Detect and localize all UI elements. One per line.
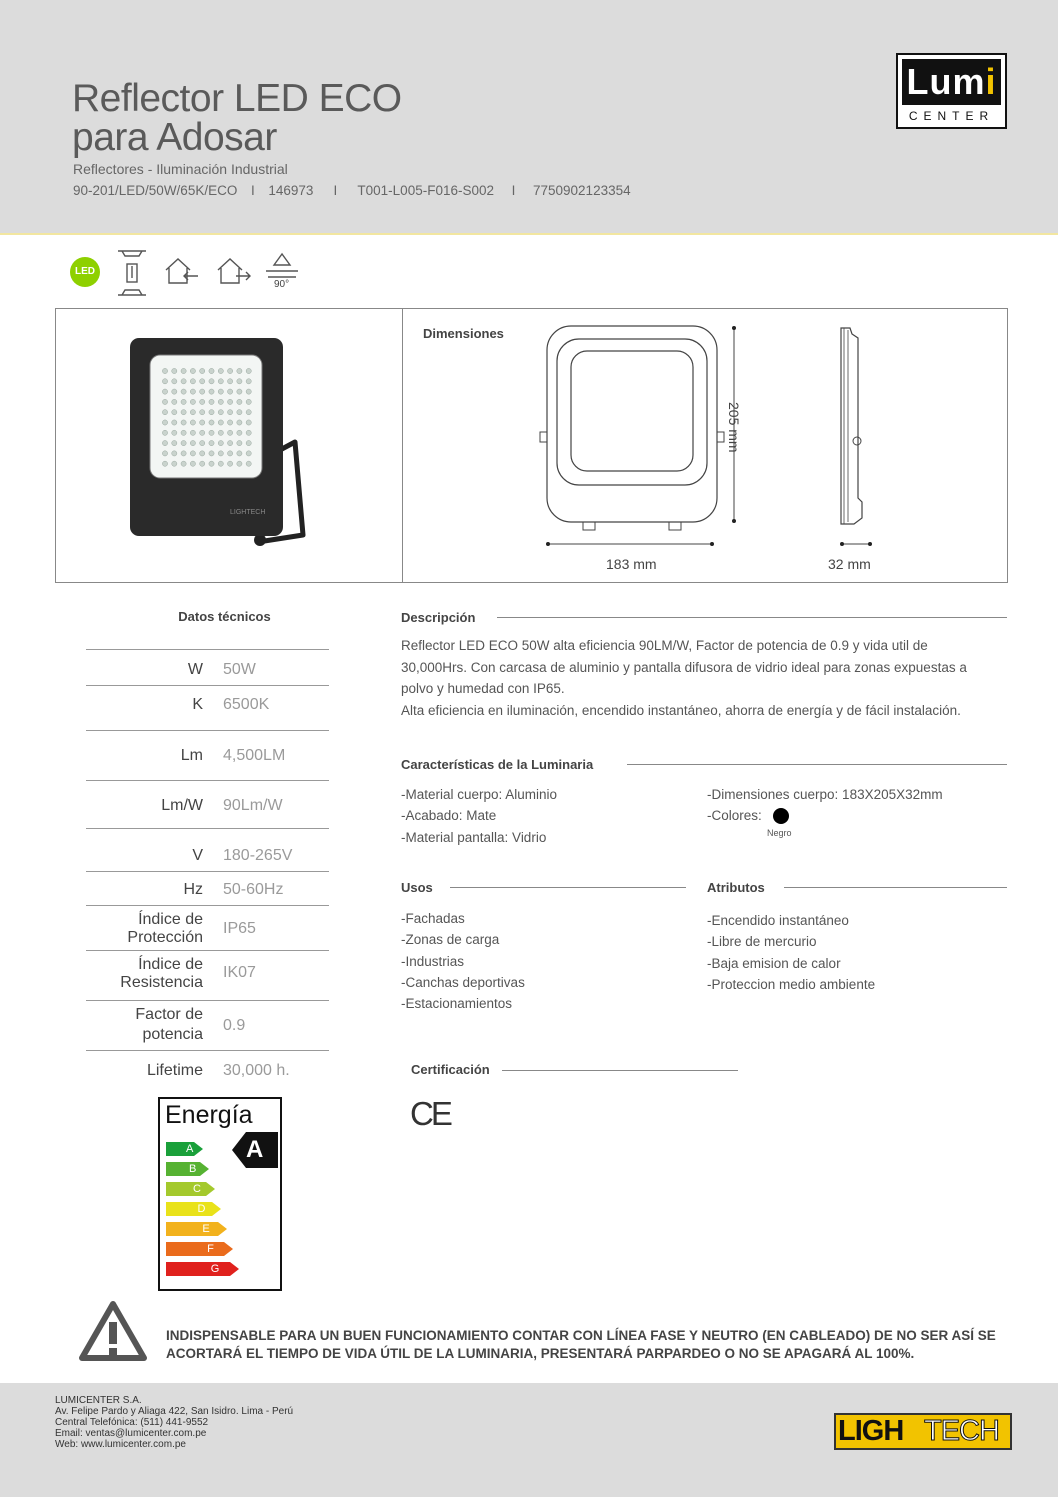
led-chip <box>246 399 251 404</box>
led-chip <box>162 379 167 384</box>
spec-row-protection <box>86 905 329 950</box>
indoor-icon <box>162 256 202 286</box>
sku-code: 90-201/LED/50W/65K/ECO <box>73 183 238 198</box>
led-chip <box>162 461 167 466</box>
led-chip <box>228 451 233 456</box>
features-right-list <box>707 784 943 827</box>
led-chip <box>209 389 214 394</box>
led-chip <box>200 379 205 384</box>
led-chip <box>209 441 214 446</box>
spec-row-lm <box>86 730 329 780</box>
company-phone: Central Telefónica: (511) 441-9552 <box>55 1417 209 1428</box>
led-chip <box>190 399 195 404</box>
spec-label: Hz <box>183 881 203 898</box>
company-address: Av. Felipe Pardo y Aliaga 422, San Isidro. Lima - Perú <box>55 1406 294 1417</box>
section-rule <box>627 764 1007 765</box>
surface-mount-icon <box>112 248 152 298</box>
spec-row-hz <box>86 871 329 905</box>
list-item: -Material pantalla: Vidrio <box>401 829 547 845</box>
led-chip <box>172 368 177 373</box>
list-item: -Proteccion medio ambiente <box>707 976 876 992</box>
section-rule <box>450 887 686 888</box>
led-chip <box>246 441 251 446</box>
dimensions-heading: Dimensiones <box>423 326 504 341</box>
spec-value: IK07 <box>223 964 256 981</box>
energy-class-bar: E <box>166 1222 228 1236</box>
product-photo <box>120 330 320 565</box>
led-chip <box>228 420 233 425</box>
company-web: Web: www.lumicenter.com.pe <box>55 1439 186 1450</box>
led-chip <box>237 441 242 446</box>
spec-label: Lm/W <box>161 797 203 814</box>
spec-row-lifetime <box>86 1050 329 1086</box>
led-chip <box>209 420 214 425</box>
led-chip <box>172 461 177 466</box>
company-email: Email: ventas@lumicenter.com.pe <box>55 1428 207 1439</box>
side-view-drawing <box>830 322 880 552</box>
led-chip <box>246 420 251 425</box>
outdoor-icon <box>214 256 254 286</box>
led-chip <box>228 430 233 435</box>
led-chip <box>172 410 177 415</box>
spec-value: IP65 <box>223 920 256 937</box>
led-chip <box>181 430 186 435</box>
list-item: -Material cuerpo: Aluminio <box>401 787 558 802</box>
energy-class-bar: F <box>166 1242 234 1256</box>
section-rule <box>502 1070 738 1071</box>
spec-label: Factor de <box>135 1006 203 1023</box>
lightech-logo: LIGH TECH <box>834 1413 1012 1450</box>
led-chip <box>190 389 195 394</box>
led-chip <box>228 441 233 446</box>
features-left-list <box>401 784 557 848</box>
spec-row-w <box>86 649 329 685</box>
led-chip <box>190 430 195 435</box>
attributes-heading: Atributos <box>707 880 765 895</box>
led-chip <box>228 379 233 384</box>
spec-value: 4,500LM <box>223 747 286 764</box>
color-swatch <box>773 808 789 824</box>
led-chip <box>181 379 186 384</box>
led-chip <box>162 451 167 456</box>
led-chip <box>218 368 223 373</box>
led-chip <box>218 430 223 435</box>
led-chip <box>200 451 205 456</box>
svg-text:LIGHTECH: LIGHTECH <box>230 509 266 516</box>
product-title-line1: Reflector LED ECO <box>72 77 402 120</box>
led-chip <box>162 430 167 435</box>
list-item: -Colores: <box>707 808 762 824</box>
led-chip <box>246 379 251 384</box>
spec-value: 90Lm/W <box>223 797 283 814</box>
led-chip <box>190 368 195 373</box>
energy-class-bar: A <box>166 1142 204 1156</box>
led-chip <box>218 420 223 425</box>
led-chip <box>228 399 233 404</box>
depth-dimension: 32 mm <box>828 556 871 572</box>
uses-heading: Usos <box>401 880 433 895</box>
spec-label: Lm <box>180 747 203 764</box>
led-chip <box>218 389 223 394</box>
led-chip <box>246 430 251 435</box>
led-chip <box>237 368 242 373</box>
logo-wordmark: Lumi <box>902 59 1001 105</box>
spec-value: 0.9 <box>223 1017 246 1034</box>
list-item: -Encendido instantáneo <box>707 913 849 928</box>
led-chip <box>218 399 223 404</box>
beam-angle-label: 90° <box>274 279 290 290</box>
led-chip <box>172 451 177 456</box>
led-chip <box>200 399 205 404</box>
attributes-list <box>707 910 875 995</box>
led-chip <box>246 410 251 415</box>
section-rule <box>497 617 1007 618</box>
spec-value: 30,000 h. <box>223 1062 290 1079</box>
led-chip <box>190 379 195 384</box>
list-item: -Fachadas <box>401 911 465 926</box>
list-item: -Estacionamientos <box>401 996 513 1012</box>
led-chip <box>209 399 214 404</box>
spec-label: Protección <box>127 929 203 946</box>
description-heading: Descripción <box>401 610 476 625</box>
led-chip <box>246 461 251 466</box>
led-chip <box>172 420 177 425</box>
led-chip <box>200 410 205 415</box>
spec-label: K <box>192 696 203 713</box>
led-chip <box>209 410 214 415</box>
led-chip <box>218 441 223 446</box>
spec-label: Índice de <box>138 956 203 973</box>
barcode-number: 7750902123354 <box>533 183 631 198</box>
features-heading: Características de la Luminaria <box>401 757 594 772</box>
led-chip <box>228 410 233 415</box>
led-chip <box>246 368 251 373</box>
led-chip <box>209 461 214 466</box>
product-title-line2: para Adosar <box>72 116 277 159</box>
energy-label <box>158 1097 282 1291</box>
uses-list <box>401 908 525 1014</box>
list-item: -Acabado: Mate <box>401 808 497 824</box>
led-chip <box>237 379 242 384</box>
led-chip <box>218 379 223 384</box>
led-chip <box>228 368 233 373</box>
led-chip <box>237 461 242 466</box>
spec-value: 50-60Hz <box>223 881 284 898</box>
spec-value: 50W <box>223 661 256 678</box>
led-chip <box>162 410 167 415</box>
description-text: Reflector LED ECO 50W alta eficiencia 90LM/W, Factor de potencia de 0.9 y vida util de 30,000Hrs. Con carcasa de aluminio y pantalla difusora de vidrio ideal para zonas expuestas a polvo y humedad con IP65. Alta eficiencia en iluminación, encendido instantáneo, ahorra de energía y de fácil instalación. <box>401 638 967 718</box>
led-chip <box>200 389 205 394</box>
energy-class-bar: D <box>166 1202 222 1216</box>
led-chip <box>200 430 205 435</box>
led-chip <box>172 389 177 394</box>
led-chip <box>190 441 195 446</box>
led-chip <box>181 420 186 425</box>
led-chip <box>172 379 177 384</box>
led-chip <box>162 389 167 394</box>
warning-message: INDISPENSABLE PARA UN BUEN FUNCIONAMIENTO CONTAR CON LÍNEA FASE Y NEUTRO (EN CABLEADO) DE NO SER ASÍ SE ACORTARÁ EL TIEMPO DE VIDA ÚTIL DE LA LUMINARIA, PRESENTARÁ PARPARDEO O NO SE APAGARÁ AL 100%. <box>166 1328 996 1361</box>
lumicenter-logo <box>896 53 1007 129</box>
led-chip <box>200 420 205 425</box>
led-chip <box>237 389 242 394</box>
led-chip <box>162 420 167 425</box>
led-chip <box>209 451 214 456</box>
led-chip <box>237 451 242 456</box>
code-separator: I <box>250 183 255 198</box>
list-item: -Canchas deportivas <box>401 974 525 990</box>
led-chip <box>181 368 186 373</box>
ce-mark-icon: CE <box>410 1095 450 1132</box>
led-chip <box>246 451 251 456</box>
spec-row-lmw <box>86 780 329 828</box>
led-chip <box>162 368 167 373</box>
led-chip <box>209 368 214 373</box>
product-category: Reflectores - Iluminación Industrial <box>73 161 288 177</box>
company-name: LUMICENTER S.A. <box>55 1395 142 1406</box>
energy-label-title: Energía <box>165 1101 253 1129</box>
width-dimension: 183 mm <box>606 556 657 572</box>
led-chip <box>246 389 251 394</box>
led-chip <box>181 441 186 446</box>
energy-class-bar: C <box>166 1182 216 1196</box>
led-chip <box>200 461 205 466</box>
spec-label: Lifetime <box>146 1062 203 1079</box>
led-chip <box>190 461 195 466</box>
logo-subtext: CENTER <box>908 109 995 123</box>
led-chip <box>237 410 242 415</box>
led-chip <box>181 389 186 394</box>
led-icon: LED <box>70 257 100 287</box>
height-dimension: 205 mm <box>726 402 742 453</box>
spec-row-resistance <box>86 950 329 1000</box>
certification-heading: Certificación <box>411 1062 490 1077</box>
spec-label: potencia <box>142 1026 203 1043</box>
led-chip <box>218 410 223 415</box>
spec-label: V <box>192 847 203 864</box>
energy-rating-badge: A <box>232 1132 278 1168</box>
led-chip <box>181 461 186 466</box>
product-codes <box>73 183 631 198</box>
led-chip <box>209 430 214 435</box>
list-item: -Baja emision de calor <box>707 955 841 971</box>
led-chip <box>237 420 242 425</box>
spec-row-k <box>86 685 329 730</box>
led-chip <box>181 451 186 456</box>
led-chip <box>200 368 205 373</box>
company-info <box>55 1395 293 1450</box>
led-chip <box>218 461 223 466</box>
energy-class-bar: G <box>166 1262 240 1276</box>
spec-label: W <box>187 661 203 678</box>
led-chip <box>181 410 186 415</box>
led-chip <box>181 399 186 404</box>
energy-class-bar: B <box>166 1162 210 1176</box>
list-item: -Industrias <box>401 953 465 969</box>
spec-row-power-factor <box>86 1000 329 1050</box>
spec-label: Resistencia <box>120 974 203 991</box>
led-chip <box>162 399 167 404</box>
spec-label: Índice de <box>138 911 203 928</box>
led-chip <box>172 430 177 435</box>
spec-value: 6500K <box>223 696 270 713</box>
list-item: -Libre de mercurio <box>707 934 817 950</box>
led-chip <box>190 451 195 456</box>
spec-value: 180-265V <box>223 847 293 864</box>
led-chip <box>190 410 195 415</box>
led-chip <box>228 461 233 466</box>
front-view-drawing <box>538 320 778 550</box>
led-chip <box>237 430 242 435</box>
led-chip <box>162 441 167 446</box>
spec-row-v <box>86 828 329 871</box>
section-rule <box>784 887 1007 888</box>
photometric-code: T001-L005-F016-S002 <box>357 183 494 198</box>
technical-data-heading: Datos técnicos <box>178 609 271 624</box>
led-chip <box>218 451 223 456</box>
item-code: 146973 <box>268 183 314 198</box>
color-name: Negro <box>767 828 792 838</box>
box-divider <box>402 308 403 583</box>
code-separator: I <box>511 183 516 198</box>
list-item: -Zonas de carga <box>401 932 500 948</box>
led-chip <box>172 399 177 404</box>
led-chip <box>209 379 214 384</box>
beam-angle-icon <box>262 251 302 279</box>
code-separator: I <box>333 183 338 198</box>
led-chip <box>237 399 242 404</box>
warning-icon <box>78 1300 148 1364</box>
led-chip <box>172 441 177 446</box>
led-chip <box>200 441 205 446</box>
list-item: -Dimensiones cuerpo: 183X205X32mm <box>707 787 943 802</box>
led-chip <box>190 420 195 425</box>
led-chip <box>228 389 233 394</box>
